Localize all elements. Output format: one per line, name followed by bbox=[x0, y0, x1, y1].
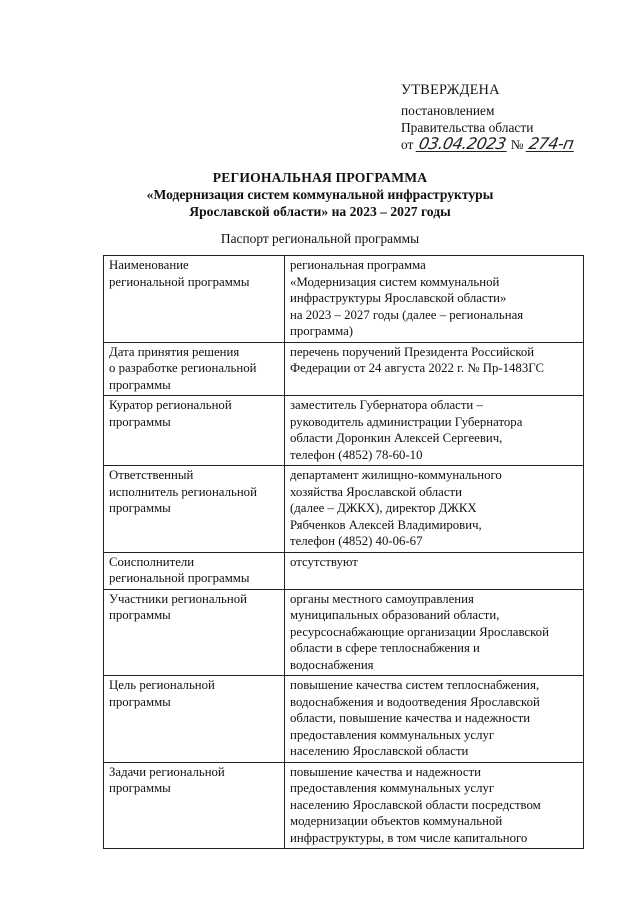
label-line: программы bbox=[109, 694, 171, 709]
row-label-cell bbox=[104, 552, 285, 589]
value-line: предоставления коммунальных услуг bbox=[290, 727, 495, 742]
approval-line-1: постановлением bbox=[401, 103, 495, 118]
label-line: программы bbox=[109, 414, 171, 429]
value-line: Федерации от 24 августа 2022 г. № Пр-1483ГС bbox=[290, 361, 544, 375]
approval-block bbox=[401, 82, 575, 153]
value-line: области, повышение качества и надежности bbox=[290, 711, 531, 725]
label-line: Задачи региональной bbox=[109, 764, 225, 779]
value-line: модернизации объектов коммунальной bbox=[290, 814, 503, 828]
label-line: программы bbox=[109, 377, 171, 392]
value-line: телефон (4852) 78-60-10 bbox=[290, 447, 423, 462]
passport-title: Паспорт региональной программы bbox=[220, 231, 420, 246]
number-label: № bbox=[510, 137, 524, 152]
value-line: области в сфере теплоснабжения и bbox=[290, 641, 480, 655]
label-line: о разработке региональной bbox=[109, 361, 257, 375]
row-value-cell bbox=[285, 342, 584, 396]
value-line: перечень поручений Президента Российской bbox=[290, 344, 535, 359]
value-line: инфраструктуры Ярославской области» bbox=[290, 291, 507, 305]
row-label-cell bbox=[104, 589, 285, 676]
table-row bbox=[104, 589, 584, 676]
row-label-cell bbox=[104, 256, 285, 343]
label-line: программы bbox=[109, 501, 171, 515]
label-line: Дата принятия решения bbox=[109, 344, 240, 359]
value-line: ресурсоснабжающие организации Ярославской bbox=[290, 624, 549, 639]
value-line: заместитель Губернатора области – bbox=[290, 398, 483, 412]
value-line: на 2023 – 2027 годы (далее – региональная bbox=[290, 307, 524, 322]
value-line: (далее – ДЖКХ), директор ДЖКХ bbox=[290, 501, 477, 515]
value-line: муниципальных образований области, bbox=[290, 608, 500, 622]
table-row bbox=[104, 676, 584, 763]
label-line: региональной программы bbox=[109, 571, 250, 585]
value-line: хозяйства Ярославской области bbox=[290, 484, 462, 499]
table-row bbox=[104, 762, 584, 849]
value-line: отсутствуют bbox=[290, 554, 358, 569]
table-row bbox=[104, 396, 584, 466]
row-label-cell bbox=[104, 466, 285, 553]
value-line: руководитель администрации Губернатора bbox=[290, 414, 523, 429]
value-line: водоснабжения bbox=[290, 657, 374, 672]
row-value-cell bbox=[285, 762, 584, 849]
label-line: Наименование bbox=[109, 258, 189, 272]
value-line: программа) bbox=[290, 324, 354, 338]
label-line: Соисполнители bbox=[109, 554, 195, 569]
approval-line-2: Правительства области bbox=[401, 120, 534, 135]
value-line: повышение качества систем теплоснабжения, bbox=[290, 678, 540, 692]
program-heading: РЕГИОНАЛЬНАЯ ПРОГРАММА bbox=[212, 170, 428, 185]
label-line: исполнитель региональной bbox=[109, 484, 257, 499]
passport-table bbox=[103, 255, 584, 849]
value-line: населению Ярославской области bbox=[290, 744, 469, 758]
handwritten-date: 03.04.2023 bbox=[417, 134, 508, 153]
value-line: «Модернизация систем коммунальной bbox=[290, 274, 500, 289]
approval-date-row bbox=[401, 136, 575, 153]
row-value-cell bbox=[285, 466, 584, 553]
value-line: департамент жилищно-коммунального bbox=[290, 468, 502, 482]
label-line: Куратор региональной bbox=[109, 398, 232, 412]
row-value-cell bbox=[285, 676, 584, 763]
program-subtitle-line-2: Ярославской области» на 2023 – 2027 годы bbox=[189, 204, 451, 219]
value-line: повышение качества и надежности bbox=[290, 764, 481, 779]
program-heading-block bbox=[0, 169, 640, 220]
from-label: от bbox=[401, 137, 414, 152]
table-row bbox=[104, 256, 584, 343]
value-line: водоснабжения и водоотведения Ярославской bbox=[290, 694, 540, 709]
row-label-cell bbox=[104, 676, 285, 763]
value-line: предоставления коммунальных услуг bbox=[290, 781, 495, 795]
value-line: органы местного самоуправления bbox=[290, 591, 474, 606]
label-line: региональной программы bbox=[109, 274, 250, 289]
table-row bbox=[104, 342, 584, 396]
row-value-cell bbox=[285, 396, 584, 466]
row-value-cell bbox=[285, 589, 584, 676]
row-value-cell bbox=[285, 256, 584, 343]
value-line: Рябченков Алексей Владимирович, bbox=[290, 517, 482, 532]
value-line: инфраструктуры, в том числе капитального bbox=[290, 830, 528, 845]
row-label-cell bbox=[104, 762, 285, 849]
row-label-cell bbox=[104, 342, 285, 396]
label-line: Участники региональной bbox=[109, 591, 247, 606]
approval-title: УТВЕРЖДЕНА bbox=[401, 82, 500, 98]
value-line: области Доронкин Алексей Сергеевич, bbox=[290, 431, 503, 445]
program-subtitle-line-1: «Модернизация систем коммунальной инфраструктуры bbox=[146, 187, 494, 202]
value-line: телефон (4852) 40-06-67 bbox=[290, 534, 423, 548]
label-line: Цель региональной bbox=[109, 678, 215, 692]
row-label-cell bbox=[104, 396, 285, 466]
handwritten-number: 274-п bbox=[527, 134, 575, 153]
row-value-cell bbox=[285, 552, 584, 589]
table-row bbox=[104, 552, 584, 589]
label-line: программы bbox=[109, 608, 171, 622]
value-line: населению Ярославской области посредством bbox=[290, 797, 541, 812]
table-row bbox=[104, 466, 584, 553]
value-line: региональная программа bbox=[290, 258, 426, 272]
label-line: программы bbox=[109, 781, 171, 795]
label-line: Ответственный bbox=[109, 468, 194, 482]
